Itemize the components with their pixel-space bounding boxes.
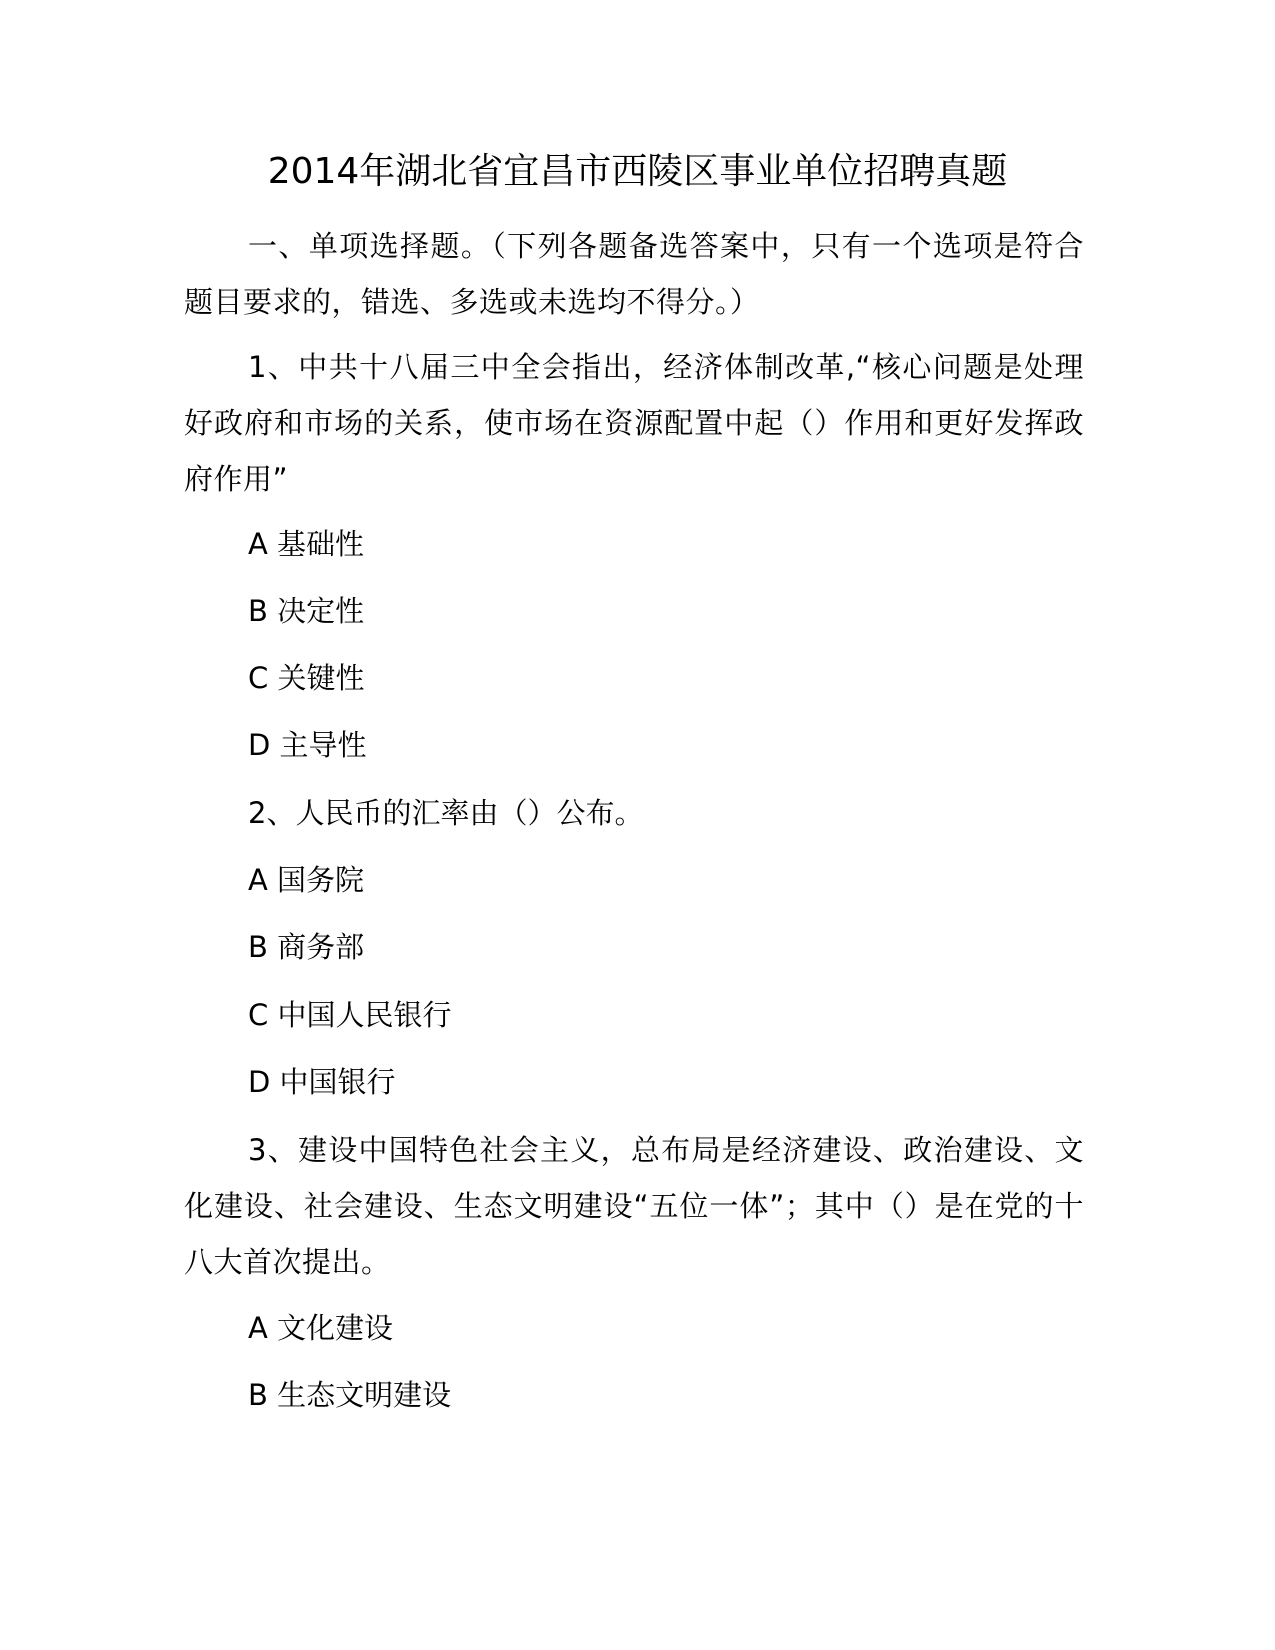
question-3-text: 3、建设中国特色社会主义，总布局是经济建设、政治建设、文化建设、社会建设、生态文明建设“五位一体”；其中（）是在党的十八大首次提出。 — [184, 1133, 1084, 1279]
question-2-text: 2、人民币的汇率由（）公布。 — [248, 796, 644, 830]
question-3-option-b: B 生态文明建设 — [248, 1378, 452, 1412]
question-1-option-d: D 主导性 — [248, 728, 367, 762]
question-1-option-a: A 基础性 — [248, 527, 365, 561]
question-2-option-c: C 中国人民银行 — [248, 998, 452, 1032]
question-1-text: 1、中共十八届三中全会指出，经济体制改革,“核心问题是处理好政府和市场的关系，使市场在资源配置中起（）作用和更好发挥政府作用” — [184, 350, 1084, 496]
question-1-option-c: C 关键性 — [248, 661, 365, 695]
page-title: 2014年湖北省宜昌市西陵区事业单位招聘真题 — [267, 151, 1008, 192]
question-1-option-b: B 决定性 — [248, 594, 365, 628]
question-2-option-d: D 中国银行 — [248, 1065, 396, 1099]
question-2-option-a: A 国务院 — [248, 863, 365, 897]
section-intro: 一、单项选择题。（下列各题备选答案中，只有一个选项是符合题目要求的，错选、多选或未选均不得分。） — [184, 229, 1084, 319]
question-2-option-b: B 商务部 — [248, 930, 365, 964]
question-3-option-a: A 文化建设 — [248, 1311, 394, 1345]
